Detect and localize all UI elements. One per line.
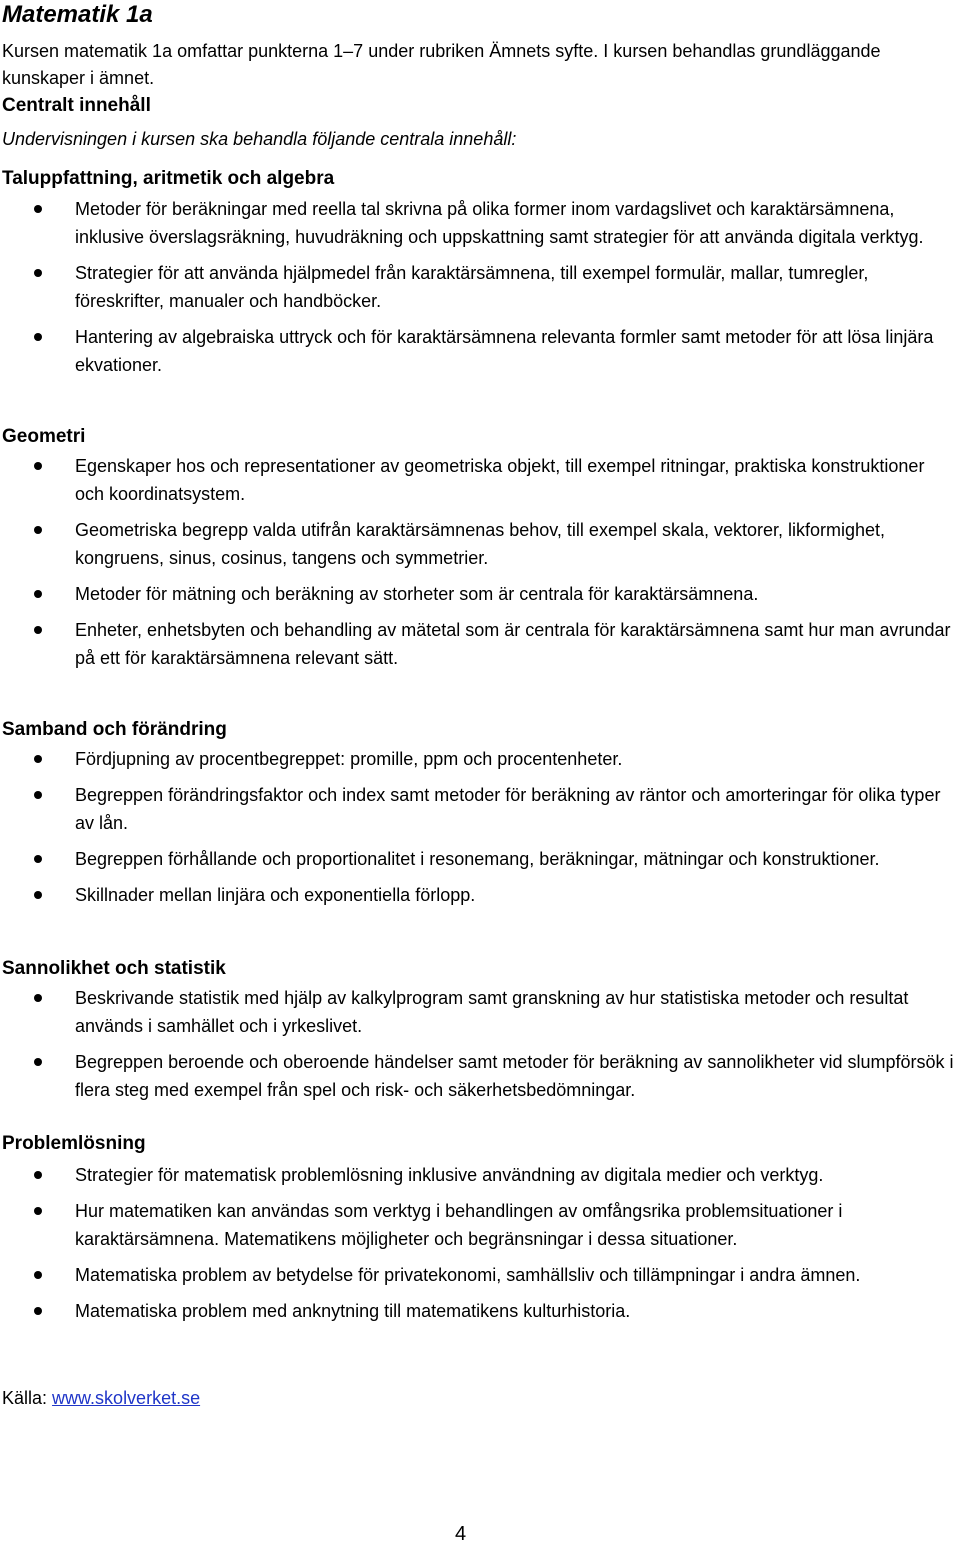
list-item — [0, 323, 958, 379]
section-heading-sannolikhet: Sannolikhet och statistik — [2, 958, 226, 979]
central-content-heading: Centralt innehåll — [2, 95, 151, 116]
list-item — [0, 781, 958, 837]
list-item-text: Geometriska begrepp valda utifrån karaktärsämnenas behov, till exempel skala, vektorer, likformighet, kongruens, sinus, cosinus, tangens och symmetrier. — [75, 520, 886, 568]
list-item-text: Egenskaper hos och representationer av geometriska objekt, till exempel ritningar, praktiska konstruktioner och koordinatsystem. — [75, 456, 925, 504]
central-content-subheading: Undervisningen i kursen ska behandla följande centrala innehåll: — [2, 129, 517, 149]
section-list-problemlosning — [0, 1161, 958, 1333]
list-item — [0, 1297, 958, 1325]
bullet-icon — [34, 891, 42, 899]
section-heading-taluppfattning: Taluppfattning, aritmetik och algebra — [2, 168, 335, 189]
list-item-text: Begreppen beroende och oberoende händelser samt metoder för beräkning av sannolikheter vid slumpförsök i flera steg med exempel från spel och risk- och säkerhetsbedömningar. — [75, 1052, 954, 1100]
list-item-text: Enheter, enhetsbyten och behandling av mätetal som är centrala för karaktärsämnena samt hur man avrundar på ett för karaktärsämnena relevant sätt. — [75, 620, 951, 668]
list-item — [0, 616, 958, 672]
list-item-text: Begreppen förändringsfaktor och index samt metoder för beräkning av räntor och amorteringar för olika typer av lån. — [75, 785, 941, 833]
list-item — [0, 259, 958, 315]
document-title: Matematik 1a — [2, 1, 153, 28]
list-item-text: Metoder för beräkningar med reella tal skrivna på olika former inom vardagslivet och karaktärsämnena, inklusive överslagsräkning, huvudräkning och uppskattning samt strategier för att använda digitala verktyg. — [75, 199, 924, 247]
bullet-icon — [34, 590, 42, 598]
bullet-icon — [34, 1271, 42, 1279]
section-heading-problemlosning: Problemlösning — [2, 1133, 146, 1154]
section-heading-geometri: Geometri — [2, 426, 86, 447]
list-item-text: Hantering av algebraiska uttryck och för karaktärsämnena relevanta formler samt metoder för att lösa linjära ekvationer. — [75, 327, 934, 375]
list-item — [0, 984, 958, 1040]
list-item-text: Beskrivande statistik med hjälp av kalkylprogram samt granskning av hur statistiska metoder och resultat används i samhället och i yrkeslivet. — [75, 988, 909, 1036]
bullet-icon — [34, 1058, 42, 1066]
bullet-icon — [34, 994, 42, 1002]
intro-paragraph: Kursen matematik 1a omfattar punkterna 1–7 under rubriken Ämnets syfte. I kursen behandlas grundläggande kunskaper i ämnet. — [2, 41, 881, 88]
list-item-text: Skillnader mellan linjära och exponentiella förlopp. — [75, 885, 476, 905]
bullet-icon — [34, 526, 42, 534]
list-item — [0, 1161, 958, 1189]
bullet-icon — [34, 755, 42, 763]
bullet-icon — [34, 205, 42, 213]
list-item — [0, 881, 958, 909]
list-item — [0, 1261, 958, 1289]
bullet-icon — [34, 462, 42, 470]
list-item-text: Matematiska problem av betydelse för privatekonomi, samhällsliv och tillämpningar i andra ämnen. — [75, 1265, 861, 1285]
source-link[interactable]: www.skolverket.se — [52, 1388, 201, 1408]
list-item — [0, 452, 958, 508]
bullet-icon — [34, 791, 42, 799]
bullet-icon — [34, 1307, 42, 1315]
list-item — [0, 1048, 958, 1104]
list-item — [0, 845, 958, 873]
section-list-samband — [0, 745, 958, 917]
list-item-text: Hur matematiken kan användas som verktyg i behandlingen av omfångsrika problemsituationer i karaktärsämnena. Matematikens möjligheter och begränsningar i dessa situationer. — [75, 1201, 843, 1249]
source-label: Källa: — [2, 1388, 48, 1408]
page-number: 4 — [455, 1523, 467, 1545]
list-item-text: Strategier för att använda hjälpmedel från karaktärsämnena, till exempel formulär, mallar, tumregler, föreskrifter, manualer och handböcker. — [75, 263, 869, 311]
bullet-icon — [34, 333, 42, 341]
bullet-icon — [34, 1207, 42, 1215]
list-item-text: Begreppen förhållande och proportionalitet i resonemang, beräkningar, mätningar och konstruktioner. — [75, 849, 880, 869]
source-line — [2, 1385, 200, 1412]
list-item — [0, 195, 958, 251]
bullet-icon — [34, 855, 42, 863]
bullet-icon — [34, 269, 42, 277]
list-item — [0, 1197, 958, 1253]
list-item-text: Strategier för matematisk problemlösning inklusive användning av digitala medier och verktyg. — [75, 1165, 824, 1185]
list-item-text: Matematiska problem med anknytning till matematikens kulturhistoria. — [75, 1301, 631, 1321]
section-heading-samband: Samband och förändring — [2, 719, 227, 740]
list-item-text: Fördjupning av procentbegreppet: promille, ppm och procentenheter. — [75, 749, 623, 769]
section-list-sannolikhet — [0, 984, 958, 1112]
bullet-icon — [34, 1171, 42, 1179]
bullet-icon — [34, 626, 42, 634]
section-list-taluppfattning — [0, 195, 958, 387]
list-item — [0, 516, 958, 572]
section-list-geometri — [0, 452, 958, 680]
list-item — [0, 745, 958, 773]
list-item-text: Metoder för mätning och beräkning av storheter som är centrala för karaktärsämnena. — [75, 584, 759, 604]
list-item — [0, 580, 958, 608]
